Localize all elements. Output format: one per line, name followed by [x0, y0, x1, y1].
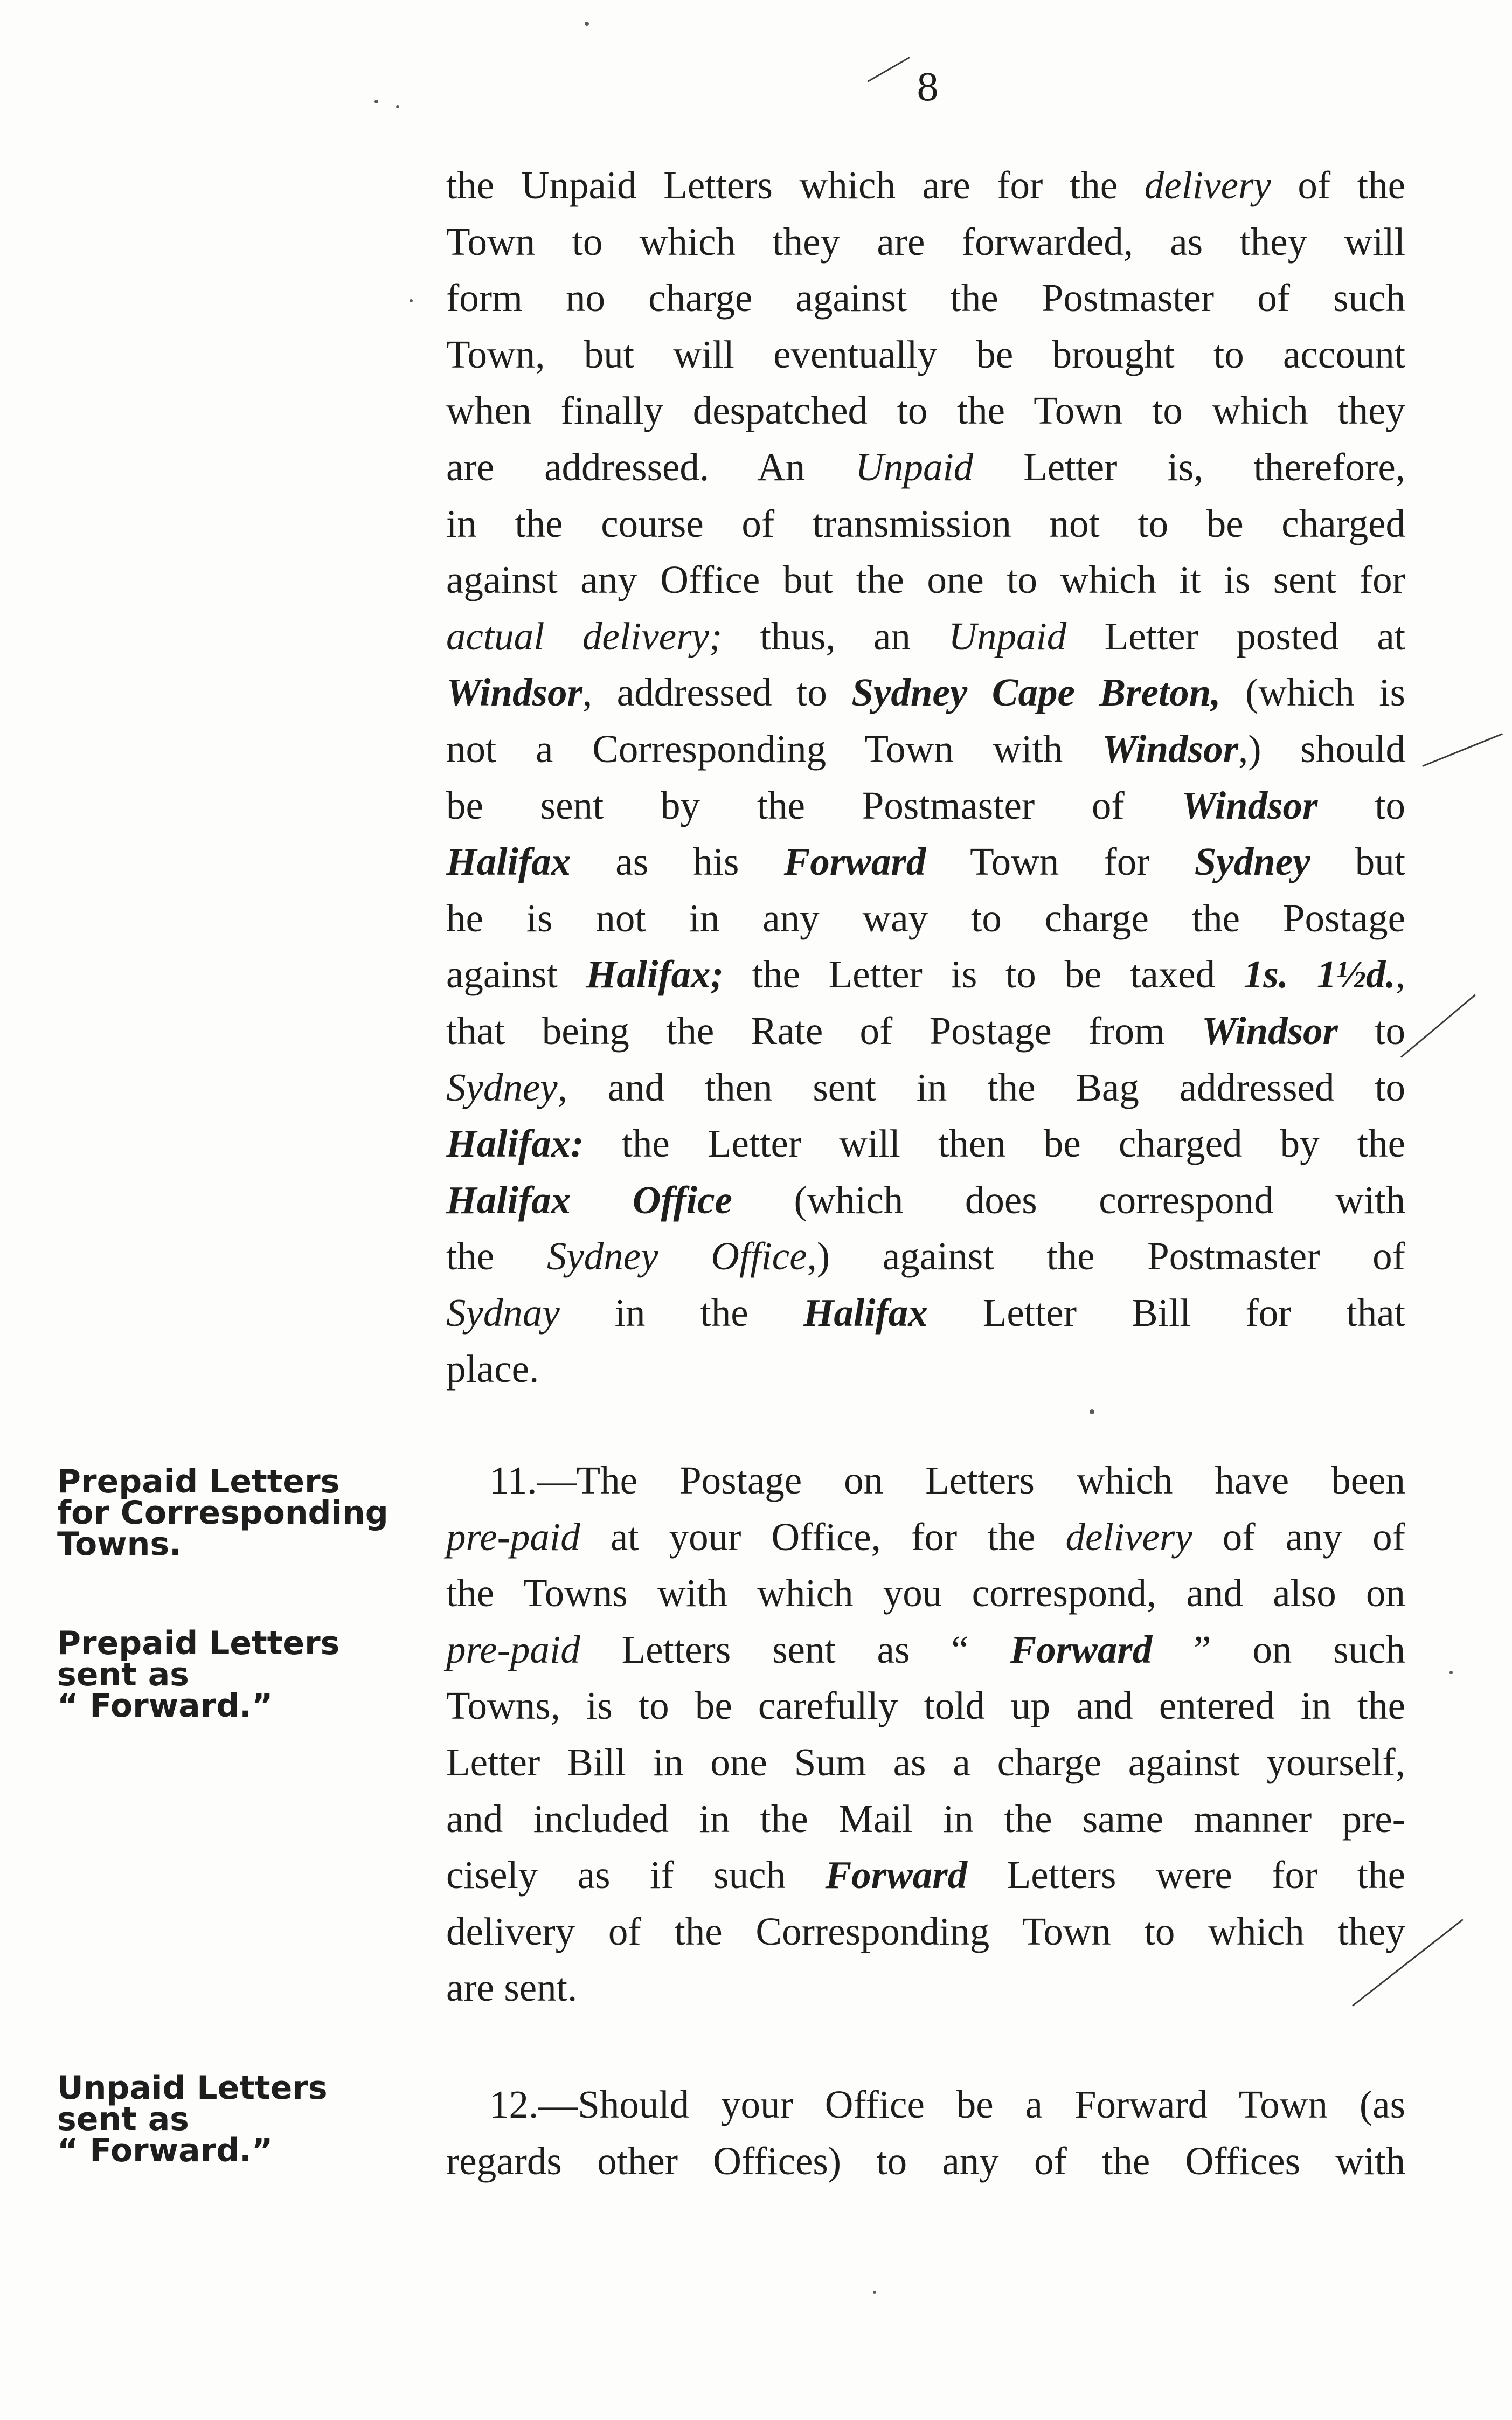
paragraph-12 — [446, 2077, 1405, 2189]
scan-pen-stroke — [1400, 994, 1476, 1058]
scan-speck — [396, 105, 399, 108]
bold-italic-text: Halifax; — [586, 952, 724, 997]
margin-note-line: Unpaid Letters — [57, 2069, 328, 2107]
text-run — [571, 1178, 633, 1222]
text-line — [446, 1172, 1405, 1229]
text-run: the Towns with which you correspond, and also on — [446, 1571, 1405, 1615]
text-run: the Unpaid Letters which are for the — [446, 163, 1145, 207]
text-run: not a Corresponding Town with — [446, 727, 1102, 771]
text-line — [446, 1960, 1405, 2016]
text-line — [446, 890, 1405, 947]
paragraph-10-continuation — [446, 157, 1405, 1398]
text-line — [446, 834, 1405, 890]
text-line — [446, 1565, 1405, 1622]
text-line — [446, 665, 1405, 721]
text-line — [446, 1734, 1405, 1791]
text-line — [446, 1847, 1405, 1904]
bold-italic-text: Windsor — [446, 670, 582, 715]
text-line — [446, 1622, 1405, 1678]
text-run: delivery of the Corresponding Town to which they — [446, 1909, 1405, 1953]
text-line — [446, 1060, 1405, 1116]
text-line — [446, 1509, 1405, 1566]
text-line — [446, 1341, 1405, 1398]
text-run: Town to which they are forwarded, as they will — [446, 219, 1405, 264]
italic-text: actual delivery; — [446, 614, 723, 658]
bold-italic-text: Windsor — [1102, 727, 1238, 771]
bold-italic-text: Office — [632, 1178, 732, 1222]
text-run: Letter posted at — [1066, 614, 1405, 658]
scan-pen-stroke — [867, 57, 910, 82]
text-run: , and then sent in the Bag addressed to — [557, 1065, 1405, 1109]
text-run: be sent by the Postmaster of — [446, 783, 1182, 827]
paragraph-11 — [446, 1453, 1405, 2016]
text-run: Letter is, therefore, — [973, 445, 1405, 489]
text-line — [446, 946, 1405, 1003]
bold-italic-text: Windsor — [1202, 1008, 1338, 1053]
margin-note-line: Prepaid Letters — [57, 1463, 340, 1501]
margin-note-line: sent as — [57, 1656, 189, 1693]
text-line — [446, 1116, 1405, 1172]
italic-text: delivery — [1065, 1515, 1192, 1559]
scan-speck — [410, 299, 413, 302]
scan-speck — [585, 22, 589, 26]
bold-italic-text: Halifax — [446, 1178, 571, 1222]
text-run: regards other Offices) to any of the Offices with — [446, 2139, 1405, 2183]
text-run: are addressed. An — [446, 445, 856, 489]
text-run: the Letter is to be taxed — [723, 952, 1244, 997]
italic-text: pre-paid — [446, 1627, 580, 1671]
text-run: ” on such — [1152, 1627, 1405, 1671]
text-line — [446, 1904, 1405, 1960]
text-run: against any Office but the one to which it is sent for — [446, 558, 1405, 602]
text-run: Letter Bill in one Sum as a charge against yourself, — [446, 1740, 1405, 1784]
text-line — [446, 1285, 1405, 1342]
text-line — [446, 270, 1405, 327]
scan-speck — [873, 2291, 876, 2294]
text-run: at your Office, for the — [580, 1515, 1066, 1559]
text-line — [446, 1791, 1405, 1848]
text-line — [446, 2077, 1405, 2133]
bold-italic-text: Windsor — [1181, 783, 1318, 827]
text-run: of any of — [1192, 1515, 1405, 1559]
text-run: as his — [571, 840, 784, 884]
text-run: Letters were for the — [967, 1853, 1405, 1897]
text-run: are sent. — [446, 1966, 578, 2010]
text-run: place. — [446, 1347, 539, 1391]
text-line — [446, 609, 1405, 665]
text-run: to — [1337, 1008, 1405, 1053]
italic-text: pre-paid — [446, 1515, 580, 1559]
text-line — [446, 1003, 1405, 1060]
text-run: Letter Bill for that — [927, 1290, 1405, 1335]
text-line — [446, 1453, 1405, 1509]
text-run: (which is — [1220, 670, 1406, 715]
page-number: 8 — [916, 67, 940, 109]
text-line — [446, 778, 1405, 834]
text-run: Letters sent as “ — [580, 1627, 1010, 1671]
text-line — [446, 1228, 1405, 1285]
italic-text: Sydnay — [446, 1290, 560, 1335]
margin-note-line: Prepaid Letters — [57, 1624, 340, 1662]
text-run: Town, but will eventually be brought to account — [446, 332, 1405, 376]
text-run: ,) against the Postmaster of — [807, 1234, 1405, 1278]
text-line — [446, 1678, 1405, 1734]
text-run: , — [1395, 952, 1405, 997]
bold-italic-text: Forward — [783, 840, 926, 884]
text-run: thus, an — [722, 614, 949, 658]
text-run — [658, 1234, 711, 1278]
margin-note-prepaid-corresponding — [57, 1463, 434, 1563]
text-run: against — [446, 952, 586, 997]
text-run: 12.—Should your Office be a Forward Town (as — [489, 2083, 1405, 2126]
text-run: the Letter will then be charged by the — [584, 1122, 1405, 1166]
margin-note-line: “ Forward.” — [57, 1687, 273, 1725]
bold-italic-text: Halifax: — [446, 1122, 584, 1166]
text-run: cisely as if such — [446, 1853, 826, 1897]
italic-text: Sydney — [546, 1234, 658, 1278]
text-run: ,) should — [1238, 727, 1405, 771]
bold-italic-text: Forward — [825, 1853, 968, 1897]
text-run: but — [1310, 840, 1406, 884]
italic-text: Unpaid — [948, 614, 1067, 658]
text-run: when finally despatched to the Town to which they — [446, 389, 1405, 433]
bold-italic-text: Sydney — [1194, 840, 1310, 884]
text-run: to — [1317, 783, 1405, 827]
text-run: in the course of transmission not to be charged — [446, 501, 1405, 545]
text-line — [446, 496, 1405, 552]
text-line — [446, 2133, 1405, 2190]
margin-note-line: sent as — [57, 2100, 189, 2138]
text-run: form no charge against the Postmaster of such — [446, 276, 1405, 320]
bold-italic-text: Halifax — [446, 840, 571, 884]
scan-speck — [1449, 1671, 1453, 1674]
text-run: that being the Rate of Postage from — [446, 1008, 1202, 1053]
text-run: he is not in any way to charge the Postage — [446, 896, 1405, 940]
text-run: in the — [559, 1290, 803, 1335]
margin-note-line: for Corresponding — [57, 1494, 389, 1532]
scan-pen-stroke — [1422, 733, 1502, 767]
text-run: 11.—The Postage on Letters which have been — [489, 1458, 1405, 1502]
italic-text: Sydney — [446, 1065, 558, 1109]
text-line — [446, 721, 1405, 778]
text-line — [446, 552, 1405, 609]
margin-note-line: Towns. — [57, 1525, 182, 1563]
margin-note-prepaid-forward — [57, 1624, 434, 1725]
margin-note-unpaid-forward — [57, 2069, 434, 2169]
text-line — [446, 383, 1405, 439]
italic-text: delivery — [1144, 163, 1271, 207]
text-run: , addressed to — [582, 670, 852, 715]
text-run: and included in the Mail in the same manner pre- — [446, 1796, 1405, 1841]
bold-italic-text: Halifax — [803, 1290, 928, 1335]
text-run: Towns, is to be carefully told up and entered in the — [446, 1684, 1405, 1728]
scan-speck — [374, 100, 378, 103]
italic-text: Office — [711, 1234, 807, 1278]
text-run: of the — [1271, 163, 1405, 207]
bold-italic-text: Sydney Cape Breton, — [851, 670, 1221, 715]
scan-speck — [1090, 1409, 1094, 1414]
text-run: Town for — [926, 840, 1195, 884]
text-run: the — [446, 1234, 547, 1278]
text-line — [446, 439, 1405, 496]
bold-italic-text: 1s. 1½d. — [1243, 952, 1396, 997]
text-line — [446, 157, 1405, 214]
text-line — [446, 214, 1405, 271]
bold-italic-text: Forward — [1010, 1627, 1153, 1671]
margin-note-line: “ Forward.” — [57, 2132, 273, 2169]
text-line — [446, 327, 1405, 383]
italic-text: Unpaid — [855, 445, 974, 489]
text-run: (which does correspond with — [732, 1178, 1405, 1222]
